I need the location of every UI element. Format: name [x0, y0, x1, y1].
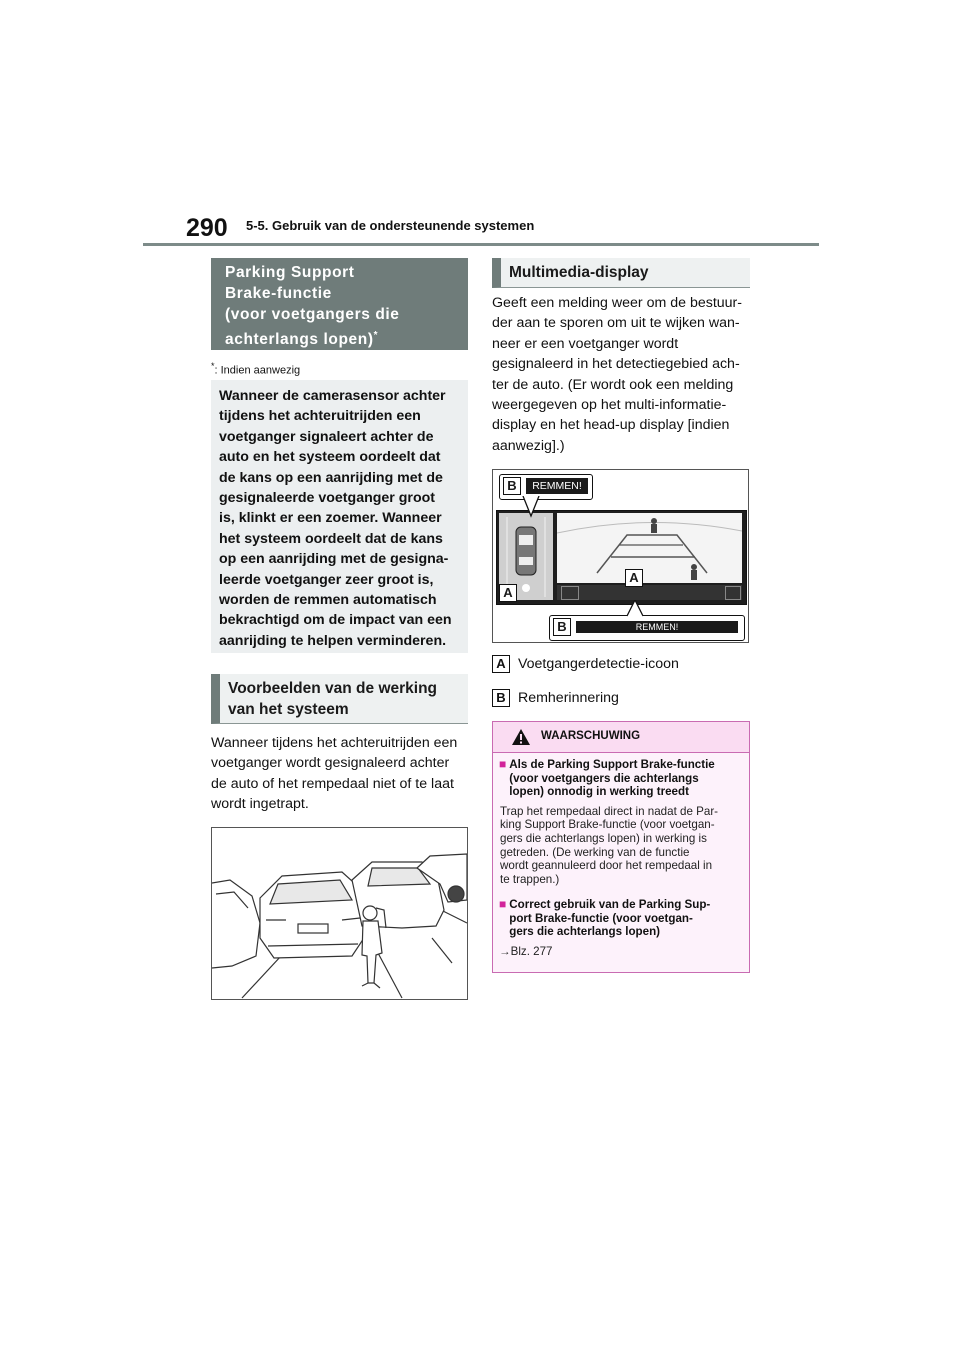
heading-line: Brake-functie: [225, 285, 332, 302]
heading-line: Parking Support: [225, 264, 355, 281]
intro-line: gesignaleerde voetganger groot: [219, 490, 436, 507]
warning-title-row: [493, 722, 749, 753]
warning-box: [492, 721, 750, 973]
multimedia-text: [492, 293, 754, 456]
footnote: [211, 361, 300, 377]
callout-label-a-center: A: [625, 569, 643, 587]
brake-message-bottom: REMMEN!: [576, 621, 738, 633]
warning-item-title-line: lopen) onnodig in werking treedt: [509, 785, 689, 799]
heading-asterisk: *: [373, 330, 379, 341]
legend-item-b: [492, 688, 619, 708]
warning-body-line: gers die achterlangs lopen) in werking is: [500, 831, 707, 845]
footnote-text: : Indien aanwezig: [214, 364, 301, 377]
multimedia-line: ter de auto. (Er wordt ook een melding: [492, 376, 734, 393]
warning-body-line: Trap het rempedaal direct in nadat de Par-: [500, 804, 719, 818]
screen-status-bar: [557, 585, 742, 600]
camera-view: [557, 513, 742, 583]
intro-box: [211, 380, 468, 653]
examples-line: Wanneer tijdens het achteruitrijden een: [211, 735, 458, 751]
intro-line: voetganger signaleert achter de: [219, 428, 434, 445]
examples-line: de auto of het rempedaal niet of te laat: [211, 775, 454, 792]
callout-b-pointer: [513, 496, 573, 556]
warning-item-title-line: (voor voetgangers die achterlangs: [509, 771, 699, 785]
multimedia-line: display en het head-up display [indien: [492, 417, 730, 434]
examples-heading-line: van het systeem: [228, 701, 349, 718]
warning-item-2: [499, 898, 743, 958]
multimedia-heading-text: Multimedia-display: [509, 264, 649, 281]
multimedia-line: neer er een voetganger wordt: [492, 335, 679, 352]
warning-page-reference[interactable]: →Blz. 277: [499, 944, 553, 958]
heading-line: achterlangs lopen)*: [225, 330, 379, 349]
camera-guides: [557, 513, 742, 583]
display-figure: [492, 469, 749, 643]
legend-label-a: A: [492, 655, 510, 673]
heading-line: (voor voetgangers die: [225, 306, 400, 323]
intro-line: bekrachtigd om de impact van een: [219, 612, 452, 629]
callout-b-bottom-pointer: [619, 600, 659, 620]
bullet-square-icon: ■: [499, 897, 507, 911]
warning-item-1: [499, 758, 743, 886]
intro-line: leerde voetganger zeer groot is,: [219, 571, 434, 588]
intro-line: is, klinkt er een zoemer. Wanneer: [219, 510, 442, 527]
bullet-square-icon: ■: [499, 757, 507, 771]
warning-item-title-line: port Brake-functie (voor voetgan-: [509, 911, 693, 925]
intro-line: de kans op een aanrijding met de: [219, 469, 443, 486]
callout-label-b: B: [503, 477, 521, 495]
intro-line: tijdens het achteruitrijden een: [219, 408, 421, 425]
warning-title: WAARSCHUWING: [541, 730, 641, 742]
header-rule: [143, 243, 819, 246]
brake-message-top: REMMEN!: [526, 478, 588, 494]
warning-body-line: king Support Brake-functie (voor voetgan-: [500, 818, 715, 832]
camera-switch-icon: [725, 586, 741, 600]
intro-line: op een aanrijding met de gesigna-: [219, 551, 449, 568]
page-number: 290: [186, 214, 228, 242]
warning-body-line: wordt geannuleerd door het rempedaal in: [500, 859, 713, 873]
multimedia-line: weergegeven op het multi-informatie-: [492, 397, 727, 414]
parking-support-heading: [211, 258, 468, 350]
warning-item-title-line: gers die achterlangs lopen): [509, 925, 661, 939]
legend-item-a: [492, 654, 679, 674]
callout-label-b-bottom: B: [553, 618, 571, 636]
warning-item-title: [499, 898, 743, 939]
parking-illustration: [211, 827, 468, 1000]
multimedia-line: der aan te sporen om uit te wijken wan-: [492, 315, 740, 332]
warning-item-title: [499, 758, 743, 799]
warning-item-title-line: Correct gebruik van de Parking Sup-: [509, 898, 711, 911]
warning-body-line: getreden. (De werking van de functie: [500, 845, 690, 859]
examples-text: [211, 733, 471, 815]
warning-item-body: [499, 805, 743, 887]
multimedia-heading: [492, 258, 750, 288]
examples-heading: [211, 674, 468, 724]
intro-line: auto en het systeem oordeelt dat: [219, 449, 441, 466]
examples-heading-line: Voorbeelden van de werking: [228, 680, 438, 697]
examples-line: wordt ingetrapt.: [211, 796, 309, 813]
warning-body-line: te trappen.): [500, 872, 560, 886]
parking-scene: [212, 828, 467, 999]
legend-text-a: Voetgangerdetectie-icoon: [517, 656, 679, 672]
warning-triangle-icon: [511, 728, 531, 746]
warning-item-title-line: Als de Parking Support Brake-functie: [509, 758, 715, 771]
examples-line: voetganger wordt gesignaleerd achter: [211, 755, 450, 772]
callout-label-a-left: A: [499, 584, 517, 602]
intro-line: het systeem oordeelt dat de kans: [219, 530, 443, 547]
view-mode-icon: [561, 586, 579, 600]
legend-text-b: Remherinnering: [517, 690, 619, 706]
multimedia-line: gesignaleerd in het detectiegebied ach-: [492, 356, 740, 373]
multimedia-line: Geeft een melding weer om de bestuur-: [492, 295, 742, 311]
section-title: 5-5. Gebruik van de ondersteunende systemen: [246, 218, 535, 233]
legend-label-b: B: [492, 689, 510, 707]
footnote-mark: *: [211, 361, 215, 371]
multimedia-line: aanwezig].): [492, 437, 565, 454]
intro-line: Wanneer de camerasensor achter: [219, 388, 446, 404]
intro-line: worden de remmen automatisch: [219, 592, 437, 609]
intro-line: aanrijding te helpen verminderen.: [219, 632, 447, 649]
